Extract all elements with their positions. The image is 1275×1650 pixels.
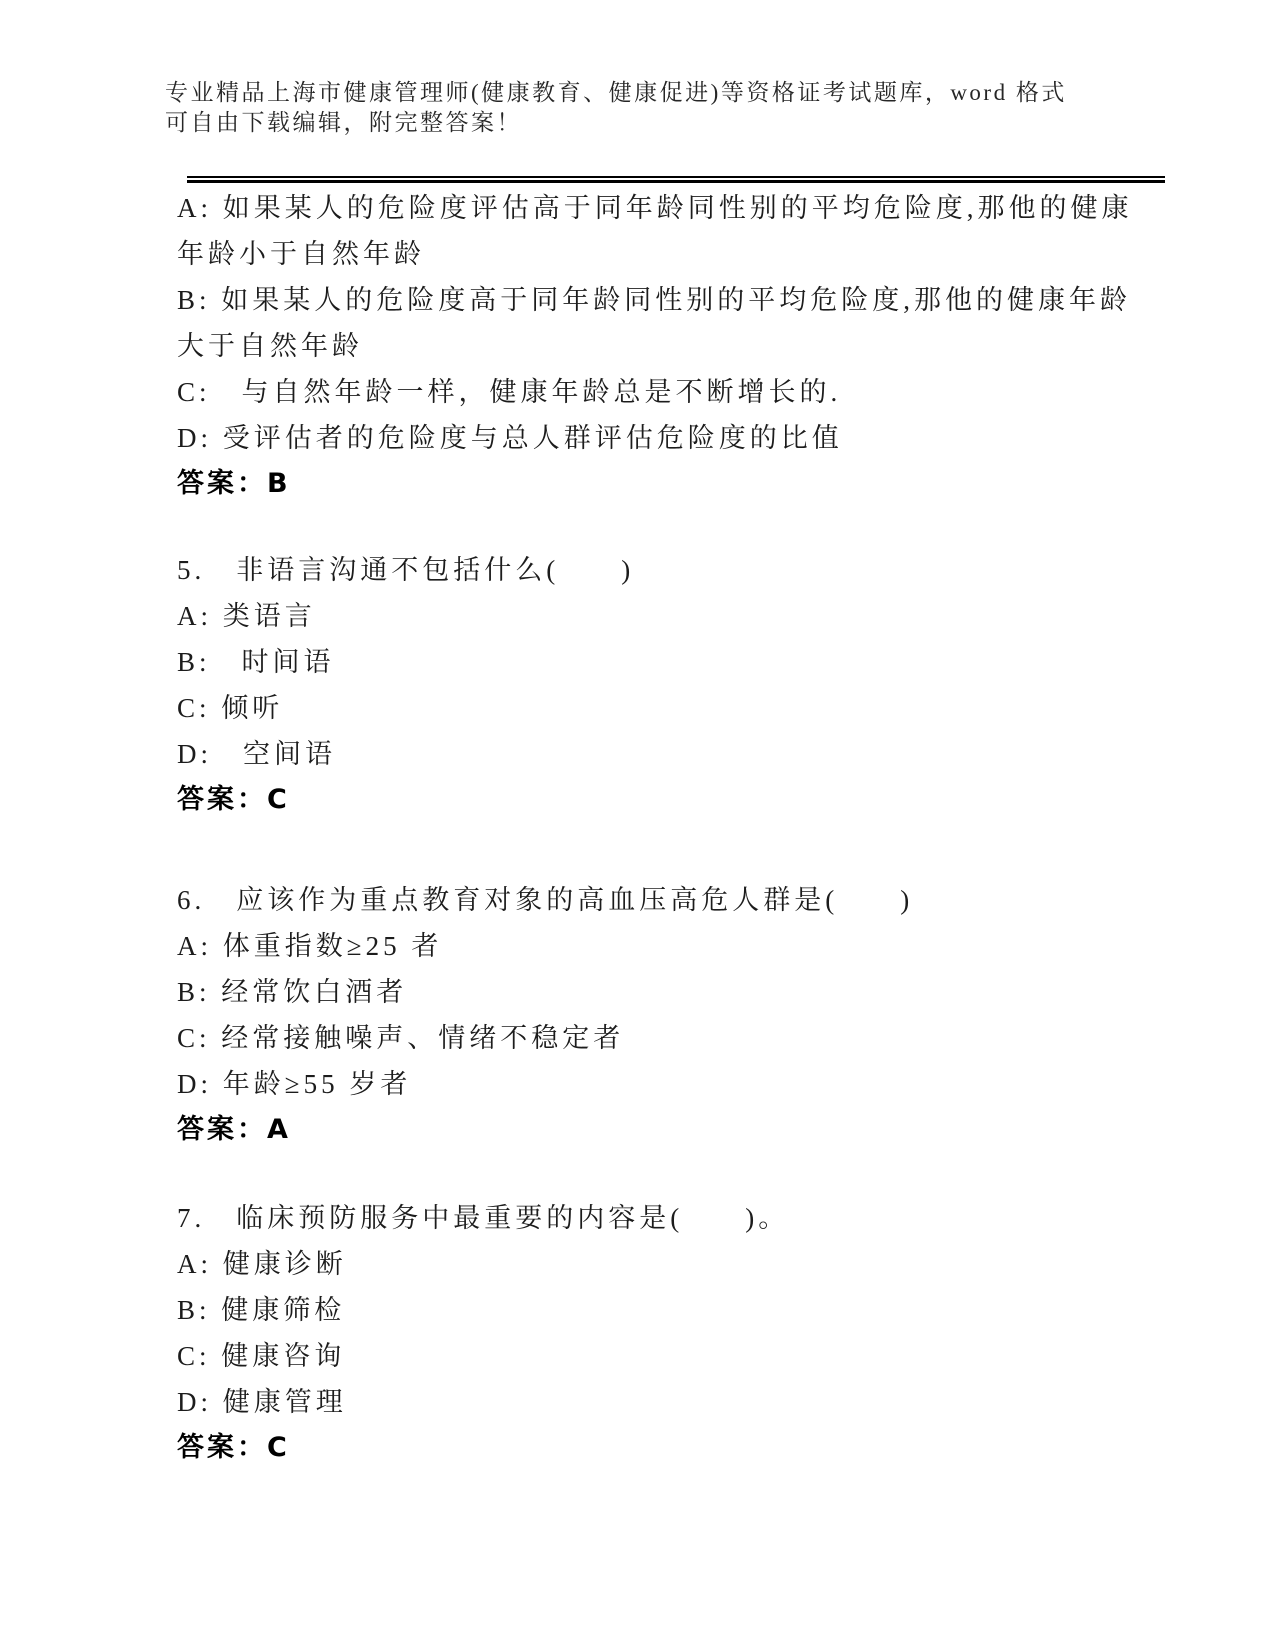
option-c: C: 健康咨询 (177, 1341, 346, 1371)
question-block-4 (177, 185, 1140, 507)
question-text: 5. 非语言沟通不包括什么( ) (177, 555, 635, 585)
option-a: A: 健康诊断 (177, 1249, 347, 1279)
answer-line: 答案：C (177, 784, 290, 815)
option-d: D: 空间语 (177, 739, 336, 769)
answer-line: 答案：B (177, 468, 291, 499)
question-text: 6. 应该作为重点教育对象的高血压高危人群是( ) (177, 885, 914, 915)
question-block-6 (177, 877, 1140, 1153)
option-c: C: 经常接触噪声、情绪不稳定者 (177, 1023, 625, 1053)
option-a: A: 体重指数≥25 者 (177, 931, 443, 961)
option-d: D: 年龄≥55 岁者 (177, 1069, 412, 1099)
option-b: B: 时间语 (177, 647, 335, 677)
header-line-1: 专业精品上海市健康管理师(健康教育、健康促进)等资格证考试题库，word 格式 (165, 80, 1067, 105)
question-block-7 (177, 1195, 1140, 1471)
answer-line: 答案：A (177, 1114, 291, 1145)
document-body (177, 185, 1140, 1471)
option-d: D: 受评估者的危险度与总人群评估危险度的比值 (177, 423, 843, 453)
option-b: B: 健康筛检 (177, 1295, 346, 1325)
document-header (165, 78, 1155, 138)
option-b: B: 经常饮白酒者 (177, 977, 408, 1007)
header-divider-rule (187, 176, 1165, 183)
question-text: 7. 临床预防服务中最重要的内容是( )。 (177, 1203, 790, 1233)
answer-line: 答案：C (177, 1432, 290, 1463)
header-line-2: 可自由下载编辑，附完整答案！ (165, 110, 522, 135)
question-block-5 (177, 547, 1140, 823)
option-b: B: 如果某人的危险度高于同年龄同性别的平均危险度,那他的健康年龄大于自然年龄 (177, 285, 1132, 361)
option-c: C: 与自然年龄一样，健康年龄总是不断增长的. (177, 377, 842, 407)
option-d: D: 健康管理 (177, 1387, 347, 1417)
option-a: A: 类语言 (177, 601, 316, 631)
option-c: C: 倾听 (177, 693, 284, 723)
option-a: A: 如果某人的危险度评估高于同年龄同性别的平均危险度,那他的健康年龄小于自然年龄 (177, 193, 1133, 269)
